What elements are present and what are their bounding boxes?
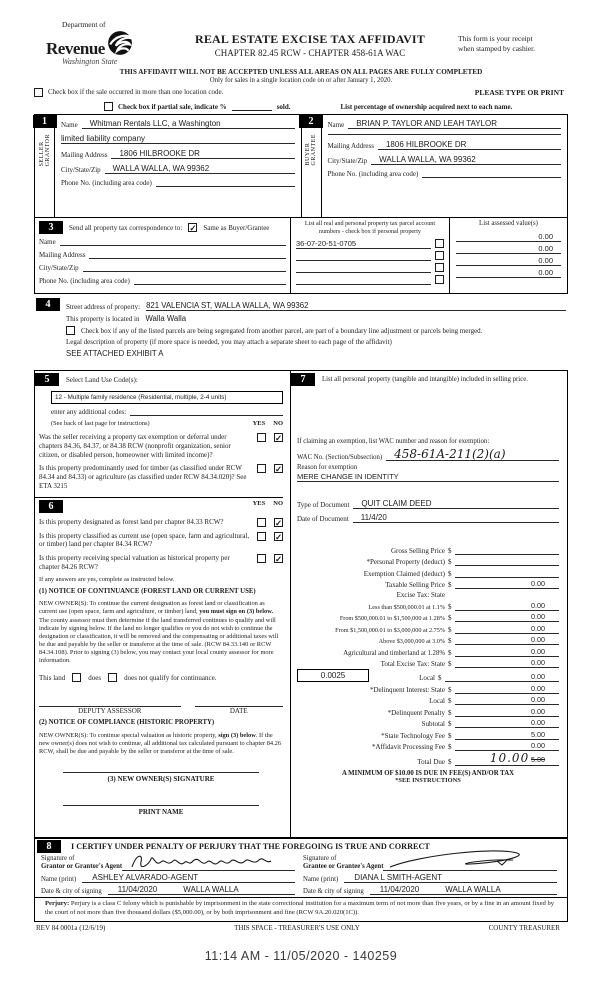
grantee-signature [385, 847, 535, 873]
tech-fee-field[interactable]: 5.00 [455, 730, 559, 740]
money-label: Exemption Claimed (deduct) [363, 569, 445, 578]
partial-sale-label: Check box if partial sale, indicate % [118, 103, 227, 112]
grantor-name-print-field[interactable]: ASHLEY ALVARADO-AGENT [82, 873, 295, 883]
this-land-label: This land [39, 673, 66, 682]
seller-phone-field[interactable] [156, 186, 295, 187]
delinq-label: *Delinquent Penalty [387, 708, 445, 717]
additional-codes-label: enter any additional codes: [51, 408, 127, 417]
total-due-label: Total Due [417, 758, 445, 767]
s5-q2-text: Is this property predominantly used for timber (as classified under RCW 84.34 and 84.33) or agriculture (as classified under RCW 84.34.020)? See ETA 3215 [39, 464, 247, 490]
doc-type-field[interactable]: QUIT CLAIM DEED [353, 499, 559, 509]
seller-name-label: Name [61, 121, 78, 130]
personal-property-title: List all personal property (tangible and intangible) included in selling price. [322, 376, 528, 384]
seller-grantor-rail: SELLER GRANTOR [38, 134, 51, 167]
total-excise-state-label: Total Excise Tax: State [380, 660, 445, 669]
parcel-number-field[interactable] [296, 272, 431, 273]
assessed-value-field[interactable]: 0.00 [456, 230, 561, 242]
doc-date-field[interactable]: 11/4/20 [353, 513, 559, 523]
multi-location-checkbox[interactable] [34, 88, 43, 97]
buyer-phone-label: Phone No. (including area code) [327, 170, 419, 179]
delinq-label: Local [429, 697, 445, 706]
section-4 [34, 294, 568, 370]
partial-sale-checkbox[interactable] [104, 102, 113, 111]
dor-logo [34, 20, 162, 66]
subtotal-label: Subtotal [421, 720, 445, 729]
grantee-date-city-label: Date & city of signing [303, 888, 364, 896]
grantor-date-city-field[interactable]: 11/04/2020 WALLA WALLA [108, 885, 295, 895]
print-name-line[interactable] [63, 805, 259, 806]
s5-q2-no-checkbox[interactable]: ✓ [275, 464, 283, 475]
parcel-number-field[interactable] [296, 284, 431, 285]
parcel-number-field[interactable]: 36-07-20-51-0705 [296, 239, 431, 249]
wac-number-label: WAC No. (Section/Subsection) [297, 454, 383, 462]
grantee-name-print-field[interactable]: DIANA L SMITH-AGENT [344, 873, 557, 883]
total-excise-state-field[interactable]: 0.00 [455, 658, 559, 668]
s3-phone-label: Phone No. (including area code) [39, 277, 130, 286]
grantor-name-print-label: Name (print) [41, 876, 77, 884]
form-title: REAL ESTATE EXCISE TAX AFFIDAVIT [194, 32, 426, 46]
no-header: NO [273, 420, 283, 428]
does-not-label: does not qualify for continuance. [124, 673, 217, 682]
assessed-value-field[interactable]: 0.00 [456, 242, 561, 254]
s3-name-field[interactable] [60, 245, 286, 246]
section-3-badge: 3 [39, 221, 63, 234]
send-correspondence-label: Send all property tax correspondence to: [69, 223, 183, 232]
buyer-city-label: City/State/Zip [327, 157, 368, 166]
same-as-buyer-checkbox[interactable]: ✓ [189, 223, 197, 234]
please-type-label: PLEASE TYPE OR PRINT [474, 88, 564, 98]
s6-q3-text: Is this property receiving special valuation as historical property per chapter 84.26 RCW? [39, 554, 230, 571]
section-7-badge: 7 [291, 373, 315, 386]
s3-phone-field[interactable] [134, 284, 286, 285]
section-8-badge: 8 [37, 840, 61, 853]
section-buyer [301, 115, 568, 217]
tax-bracket-label: Less than $500,000.01 at 1.1% [368, 603, 445, 611]
no-header: NO [273, 499, 283, 507]
s5-q1-text: Was the seller receiving a property tax exemption or deferral under chapters 84.36, 84.37, or 84.38 RCW (nonprofit organization, senior citizen, or disabled person, homeowner with limited income)? [39, 433, 231, 459]
buyer-name-field-2[interactable] [328, 134, 562, 135]
land-use-code-select[interactable]: 12 - Multiple family residence (Residential, multiple, 2-4 units) [51, 391, 283, 404]
land-use-title: Select Land Use Code(s): [66, 375, 138, 384]
legal-description-label: Legal description of property (if more space is needed, you may attach a separate sheet to each page of the affidavit) [66, 338, 392, 347]
see-instructions-footnote: *SEE INSTRUCTIONS [395, 777, 461, 785]
located-in-field[interactable]: Walla Walla [145, 314, 187, 324]
grantor-date-city-label: Date & city of signing [41, 888, 102, 896]
money-field[interactable]: 0.00 [455, 579, 559, 589]
buyer-mailing-label: Mailing Address [327, 142, 374, 151]
date-label: DATE [229, 707, 248, 716]
county-treasurer-label: COUNTY TREASURER [488, 923, 560, 932]
s3-name-label: Name [39, 238, 56, 247]
parcel-list-header: List all real and personal property tax parcel account numbers - check box if personal property [304, 220, 436, 235]
header [34, 20, 568, 66]
doc-date-label: Date of Document [297, 515, 349, 524]
tax-bracket-field[interactable]: 0.00 [455, 612, 559, 622]
s6-q3-yes-checkbox[interactable] [257, 554, 266, 563]
seller-name-field-2[interactable]: limited liability company [61, 134, 295, 144]
notice1-title: (1) NOTICE OF CONTINUANCE (FOREST LAND OR CURRENT USE) [39, 587, 256, 595]
grantee-signature-line[interactable] [383, 870, 557, 871]
grantor-signature-label: Signature of Grantor or Grantor's Agent [41, 855, 123, 871]
located-in-label: This property is located in [66, 315, 140, 324]
ownership-note: List percentage of ownership acquired next to each name. [340, 103, 513, 112]
form-rev-number: REV 84 0001a (12/6/19) [36, 923, 106, 932]
seller-mailing-field[interactable]: 1806 HILBROOKE DR [111, 149, 294, 159]
dor-swirl-icon [105, 29, 135, 57]
minimum-due-note: A MINIMUM OF $10.00 IS DUE IN FEE(S) AND/OR TAX [341, 770, 515, 778]
money-field[interactable] [455, 565, 559, 566]
same-as-buyer-label: Same as Buyer/Grantee [203, 223, 270, 232]
tax-bracket-label: Above $3,000,000 at 3.0% [378, 638, 445, 646]
processing-fee-label: *Affidavit Processing Fee [372, 743, 445, 752]
s6-q3-no-checkbox[interactable]: ✓ [275, 554, 283, 565]
seller-name-field[interactable]: Whitman Rentals LLC, a Washington [82, 119, 295, 129]
tax-bracket-label: From $500,000.01 to $1,500,000 at 1.28% [339, 615, 445, 623]
additional-codes-field[interactable] [130, 415, 283, 416]
delinq-field[interactable]: 0.00 [455, 695, 559, 705]
print-name-label: PRINT NAME [138, 808, 184, 817]
does-not-qualify-checkbox[interactable] [108, 673, 117, 682]
logo-state-text: Washington State [62, 57, 118, 66]
s3-mailing-label: Mailing Address [39, 251, 86, 260]
s5-q1-no-checkbox[interactable]: ✓ [275, 433, 283, 444]
warning-line: THIS AFFIDAVIT WILL NOT BE ACCEPTED UNLESS ALL AREAS ON ALL PAGES ARE FULLY COMPLETED [119, 68, 483, 76]
delinq-field[interactable]: 0.00 [455, 684, 559, 694]
tax-bracket-field[interactable]: 0.00 [455, 647, 559, 657]
buyer-mailing-field[interactable]: 1806 HILBROOKE DR [378, 140, 561, 150]
new-owner-signature-line[interactable] [63, 772, 259, 773]
money-label: Gross Selling Price [390, 546, 445, 555]
total-due-struck-value: 5.00 [531, 755, 545, 765]
buyer-name-label: Name [327, 121, 345, 130]
section-5-badge: 5 [35, 373, 59, 386]
s3-mailing-field[interactable] [89, 258, 286, 259]
delinq-label: *Delinquent Interest: State [369, 685, 445, 694]
segregated-checkbox[interactable] [66, 326, 75, 335]
notice2-text: NEW OWNER(S): To continue special valuation as historic property, sign (3) below. If the new owner(s) does not wish to continue, all additional tax calculated pursuant to chapter 84.26 RCW, shall be due and payable by the seller or transferor at the time of sale. [39, 731, 282, 756]
legal-description-field[interactable]: SEE ATTACHED EXHIBIT A [66, 349, 164, 359]
total-due-field[interactable] [455, 751, 559, 766]
tax-bracket-field[interactable]: 0.00 [455, 635, 559, 645]
grantee-signature-label: Signature of Grantee or Grantee's Agent [303, 855, 384, 871]
local-rate-box[interactable]: 0.0025 [297, 669, 369, 682]
wac-number-field[interactable]: 458-61A-211(2)(a) [386, 448, 559, 461]
s3-city-label: City/State/Zip [39, 264, 79, 273]
tax-bracket-label: From $1,500,000.01 to $3,000,000 at 2.75% [335, 626, 445, 634]
delinq-field[interactable]: 0.00 [455, 707, 559, 717]
section-6-badge: 6 [39, 500, 63, 513]
money-label: *Personal Property (deduct) [366, 558, 445, 567]
logo-dept-text: Department of [62, 20, 106, 29]
if-yes-note: If any answers are yes, complete as instructed below. [39, 575, 175, 583]
footer-row [34, 921, 568, 933]
parcel-number-field[interactable] [296, 260, 431, 261]
exemption-intro: If claiming an exemption, list WAC number and reason for exemption: [297, 438, 490, 446]
seller-phone-label: Phone No. (including area code) [61, 179, 152, 188]
grantee-date-city-field[interactable]: 11/04/2020 WALLA WALLA [370, 885, 557, 895]
section-3 [34, 218, 568, 294]
reason-exemption-field[interactable]: MERE CHANGE IN IDENTITY [297, 472, 559, 482]
signature-area [34, 854, 568, 897]
tax-bracket-field[interactable]: 0.00 [455, 601, 559, 611]
does-label: does [88, 673, 102, 682]
parcel-personal-checkbox[interactable] [435, 251, 444, 260]
section-4-badge: 4 [36, 298, 60, 311]
seller-buyer-box [34, 114, 568, 218]
money-field[interactable] [455, 577, 559, 578]
parcel-personal-checkbox[interactable] [435, 239, 444, 248]
logo-revenue-text: Revenue [46, 39, 105, 58]
seller-mailing-label: Mailing Address [61, 151, 108, 160]
parcel-personal-checkbox[interactable] [435, 275, 444, 284]
buyer-phone-field[interactable] [422, 177, 561, 178]
grantee-name-print-label: Name (print) [303, 876, 339, 884]
s5-q2-yes-checkbox[interactable] [257, 464, 266, 473]
tax-bracket-field[interactable]: 0.00 [455, 624, 559, 634]
s6-q1-no-checkbox[interactable]: ✓ [275, 517, 283, 528]
s6-q2-no-checkbox[interactable]: ✓ [275, 531, 283, 542]
buyer-city-field[interactable]: WALLA WALLA, WA 99362 [371, 155, 561, 165]
total-due-handwritten: 10.00 [489, 751, 530, 766]
parcel-personal-checkbox[interactable] [435, 263, 444, 272]
assessed-value-header: List assessed value(s) [479, 220, 538, 228]
notice1-text: NEW OWNER(S): To continue the current designation as forest land or classification as current use (open space, farm and agriculture, or timber) land, you must sign on (3) below. The county assessor must then determine if the land transferred continues to qualify and will indicate by signing below. If the land no longer qualifies or you do not wish to continue the designation or classification, it will be removed and the compensating or additional taxes will be due and payable by the seller or transferor at the time of sale. (RCW 84.33.140 or RCW 84.34.108). Prior to signing (3) below, you may contact your local county assessor for more information. [39, 600, 279, 665]
s6-q1-text: Is this property designated as forest land per chapter 84.33 RCW? [39, 517, 224, 526]
buyer-name-field[interactable]: BRIAN P. TAYLOR AND LEAH TAYLOR [348, 119, 561, 129]
multi-location-label: Check box if the sale occurred in more than one location code. [48, 88, 224, 96]
does-qualify-checkbox[interactable] [72, 673, 81, 682]
notice2-title: (2) NOTICE OF COMPLIANCE (HISTORIC PROPERTY) [39, 719, 215, 727]
s6-q2-text: Is this property classified as current use (open space, farm and agricultural, or timber) land per chapter 84.34 RCW? [39, 531, 250, 549]
grantor-signature [126, 850, 276, 874]
s6-q1-yes-checkbox[interactable] [257, 518, 266, 527]
certify-statement: I CERTIFY UNDER PENALTY OF PERJURY THAT THE FOREGOING IS TRUE AND CORRECT [71, 842, 430, 852]
partial-sale-percent-field[interactable] [232, 110, 272, 111]
processing-fee-field[interactable]: 0.00 [455, 741, 559, 751]
local-tax-field[interactable]: 0.00 [445, 672, 559, 682]
excise-state-header: Excise Tax: State [396, 591, 445, 600]
street-address-field[interactable]: 821 VALENCIA ST, WALLA WALLA, WA 99362 [146, 301, 566, 311]
tech-fee-label: *State Technology Fee [381, 731, 445, 740]
tax-bracket-label: Agricultural and timberland at 1.28% [343, 649, 445, 657]
local-label: Local [419, 674, 435, 683]
subtotal-field[interactable]: 0.00 [455, 718, 559, 728]
receipt-note: This form is your receipt when stamped by cashier. [458, 34, 536, 54]
s6-q2-yes-checkbox[interactable] [257, 532, 266, 541]
sold-label: sold. [276, 103, 291, 112]
form-subtitle: CHAPTER 82.45 RCW - CHAPTER 458-61A WAC [214, 48, 406, 58]
money-field[interactable] [455, 554, 559, 555]
section-1-badge: 1 [33, 115, 57, 128]
new-owner-signature-label: (3) NEW OWNER(S) SIGNATURE [107, 775, 215, 784]
section-seller [35, 115, 301, 217]
doc-type-label: Type of Document [297, 501, 350, 510]
see-instructions-note: (See back of last page for instructions) [51, 420, 150, 428]
seller-city-label: City/State/Zip [61, 166, 101, 175]
single-location-note: Only for sales in a single location code on or after January 1, 2020. [209, 77, 393, 84]
reason-exemption-label: Reason for exemption [297, 464, 358, 472]
segregated-label: Check box if any of the listed parcels are being segregated from another parcel, are part of a boundary line adjustment or parcels being merged. [81, 327, 483, 336]
street-address-label: Street address of property: [66, 303, 141, 312]
treasurer-space-label: THIS SPACE - TREASURER'S USE ONLY [234, 923, 360, 932]
money-label: Taxable Selling Price [385, 581, 445, 590]
cashier-stamp: 11:14 AM - 11/05/2020 - 140259 [204, 948, 398, 963]
yes-header: YES [252, 420, 266, 428]
perjury-note: Perjury: Perjury is a class C felony which is punishable by imprisonment in the state correctional institution for a maximum term of not more than five years, or by a fine in an amount fixed by the court of not more than five thousand dollars ($5,000.00), or by both imprisonment and fine (RCW 9A.20.020(1C)). [34, 897, 568, 920]
s5-q1-yes-checkbox[interactable] [257, 433, 266, 442]
section-2-badge: 2 [299, 115, 323, 128]
sections-5-6-7: 5 Select Land Use Code(s): 12 - Multiple family residence (Residential, multiple, 2-4 units) enter any additional codes: (See back of last page for instructions) YES NO Was the seller receiving a property tax exemption or deferral under chapters 84.36, 84.37, or 84.38 RCW (nonprofit organization, senior citizen, or disabled person, homeowner with limited income)? ✓ Is this property predominantly used for timber (as classified under RCW 84.34 and 84.33) or agriculture (as classified under RCW 84.34.020)? See ETA 3215 ✓ 6 YES NO Is this property designated as forest land per chapter 84.33 RCW? ✓ Is this property classified as current use (open space, farm and agricultural, or timber) land per chapter 84.34 RCW? ✓ Is this property receiving special valuation as historical property per chapter 84.26 RCW? ✓ If any answers are yes, complete as instructed below. (1) NOTICE OF CONTINUANCE (FOREST LAND OR CURRENT USE) NEW OWNER(S): To continue the current designation as forest land or classification as current use (open space, farm and agriculture, or timber) land, you must sign on (3) below. The county assessor must then determine if the land transferred continues to qualify and will indicate by signing below. If the land no longer qualifies or you do not wish to continue the designation or classification, it will be removed and the compensating or additional taxes will be due and payable by the seller or transferor at the time of sale. (RCW 84.33.140 or RCW 84.34.108). Prior to signing (3) below, you may contact your local county assessor for more information. This land does does not qualify for continuance. DEPUTY ASSESSOR DATE (2) NOTICE OF COMPLIANCE (HISTORIC PROPERTY) NEW OWNER(S): To continue special valuation as historic property, sign (3) below. If the new owner(s) does not wish to continue, all additional tax calculated pursuant to chapter 84.26 RCW, shall be due and payable by the seller or transferor at the time of sale. (3) NEW OWNER(S) SIGNATURE PRINT NAME 7 List all personal property (tangible and intangible) included in selling price. If claiming an exemption, list WAC number and reason for exemption: WAC No. (Section/Subsection) 458-61A-211(2)(a) Reason for exemption MERE CHANGE IN IDENTITY Type of Document QUIT CLAIM DEED Date of Document 11/4/20 Gross Selling Price $ *Personal Property (deduct) $ Exemption Claimed (deduct) $ Taxable Selling Price $ 0.00 Excise Tax: State Less than $500,000.01 at 1.1% $ 0.00 From $500,000.01 to $1,500,000 at 1.28% $ 0.00 From $1,500,000.01 to $3,000,000 at 2.75% $ 0.00 Above $3,000,000 at 3.0% $ 0.00 Agricultural and timberland at 1.28% $ 0.00 Total Excise Tax: State $ 0.00 0.0025 Local $ 0.00 *Delinquent Interest: State $ 0.00 Local $ 0.00 *Delinquent Penalty $ 0.00 Subtotal $ 0.00 *State Technology Fee $ 5.00 *Affidavit Processing Fee $ 0.00 Total Due $ 10.00 5.00 A MINIMUM OF $10.00 IS DUE IN FEE(S) AND/OR TAX *SEE INSTRUCTIONS [34, 370, 568, 838]
buyer-grantee-rail: BUYER GRANTEE [305, 134, 317, 166]
s3-city-field[interactable] [83, 271, 286, 272]
grantor-signature-line[interactable] [122, 870, 295, 871]
assessed-value-field[interactable]: 0.00 [456, 266, 561, 278]
deputy-assessor-label: DEPUTY ASSESSOR [78, 707, 142, 716]
seller-city-field[interactable]: WALLA WALLA, WA 99362 [105, 164, 295, 174]
yes-header: YES [252, 499, 266, 507]
assessed-value-field[interactable]: 0.00 [456, 254, 561, 266]
